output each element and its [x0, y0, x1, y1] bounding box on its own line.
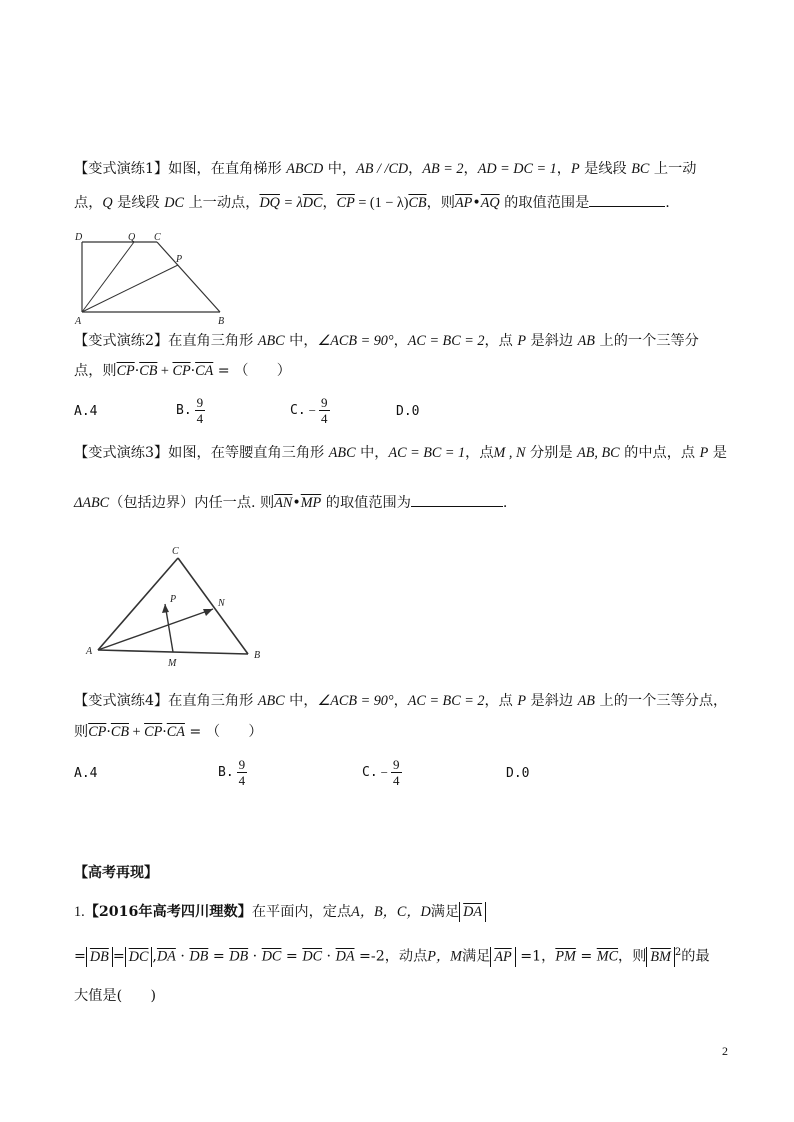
- answer-blank[interactable]: [589, 192, 665, 207]
- fig1-label-q: Q: [128, 232, 136, 243]
- ex4-option-a[interactable]: A.4: [74, 766, 98, 781]
- exercise-3-tag: 【变式演练3】: [74, 445, 169, 461]
- page-number: 2: [722, 1044, 728, 1058]
- exercise-2-line-2: 点，则$\overline{CP}\cdot\overline{CB} + \overline{CP}\cdot\overline{CA}$ = （ ）: [74, 363, 291, 379]
- question-1-line-2: = $\overline{DB} = \overline{DC}$ $,\overline{DA} \cdot \overline{DB} = \overline{DB} \cdot \overline{DC} = \overline{DC} \cdot \overline{DA} =-2$，动点P，M满足 $\overline{AP} =1$，$\overline{PM} = \overline{MC}$，则 $\overline{BM}$ $^2$的最: [74, 947, 710, 965]
- exercise-4-tag: 【变式演练4】: [74, 693, 169, 709]
- question-1-line-3: 大值是( ): [74, 988, 157, 1004]
- fig2-label-p: P: [170, 594, 177, 605]
- ex2-option-d[interactable]: D.0: [396, 404, 420, 419]
- fig1-label-a: A: [75, 316, 82, 326]
- fig2-label-b: B: [254, 650, 261, 661]
- ex2-option-b[interactable]: B. $\frac{9}{4}$: [176, 395, 204, 426]
- section-heading: 【高考再现】: [74, 865, 158, 881]
- exercise-2-line-1: 【变式演练2】在直角三角形 ABC 中，∠ACB = 90°，AC = BC = 2，点 P 是斜边 AB 上的一个三等分: [74, 333, 699, 349]
- ex2-option-c[interactable]: C. − $\frac{9}{4}$: [290, 395, 328, 426]
- fig1-label-c: C: [154, 232, 161, 243]
- fig2-label-m: M: [168, 658, 177, 669]
- triangle-figure: [82, 538, 272, 672]
- fig2-label-a: A: [86, 646, 93, 657]
- question-1-line-1: 1.【2016年高考四川理数】在平面内，定点A，B，C，D满足 $\overline{DA}$: [74, 901, 734, 923]
- fraction: $\frac{9}{4}$: [238, 757, 246, 788]
- exercise-3-line-2: ΔABC（包括边界）内任一点. 则$\overline{AN}•\overline{MP}$ 的取值范围为 .: [74, 492, 734, 514]
- answer-blank[interactable]: [411, 492, 503, 507]
- ex4-option-c[interactable]: C. − $\frac{9}{4}$: [362, 757, 400, 788]
- exercise-2-tag: 【变式演练2】: [74, 333, 169, 349]
- exercise-4-line-1: 【变式演练4】在直角三角形 ABC 中，∠ACB = 90°，AC = BC = 2，点 P 是斜边 AB 上的一个三等分点，: [74, 693, 728, 709]
- exercise-1-line-1: 【变式演练1】如图，在直角梯形 ABCD 中，AB / /CD，AB = 2，AD = DC = 1，P 是线段 BC 上一动: [74, 161, 697, 177]
- exercise-1-tag: 【变式演练1】: [74, 161, 169, 177]
- fig2-label-c: C: [172, 546, 179, 557]
- fraction: $\frac{9}{4}$: [393, 757, 400, 788]
- abs-da: $\overline{DA}$: [459, 902, 486, 922]
- fraction: $\frac{9}{4}$: [196, 395, 204, 426]
- fig1-label-b: B: [218, 316, 225, 326]
- ex4-option-b[interactable]: B. $\frac{9}{4}$: [218, 757, 246, 788]
- fig1-label-d: D: [75, 232, 83, 243]
- ex2-option-a[interactable]: A.4: [74, 404, 98, 419]
- fig2-label-n: N: [218, 598, 225, 609]
- ex4-option-d[interactable]: D.0: [506, 766, 530, 781]
- exercise-4-line-2: 则$\overline{CP}\cdot\overline{CB} + \overline{CP}\cdot\overline{CA}$ = （ ）: [74, 724, 263, 740]
- exercise-1-line-2: 点，Q 是线段 DC 上一动点，$\overline{DQ} = \lambda\overline{DC}$，$\overline{CP} = (1 - \lambda)\overline{CB}$，则$\overline{AP}•\overline{AQ}$ 的取值范围是 .: [74, 192, 734, 214]
- trapezoid-figure: [72, 230, 232, 326]
- fig1-label-p: P: [176, 254, 183, 265]
- fraction: $\frac{9}{4}$: [321, 395, 328, 426]
- exercise-3-line-1: 【变式演练3】如图，在等腰直角三角形 ABC 中，AC = BC = 1，点M , N 分别是 AB, BC 的中点，点 P 是: [74, 445, 727, 461]
